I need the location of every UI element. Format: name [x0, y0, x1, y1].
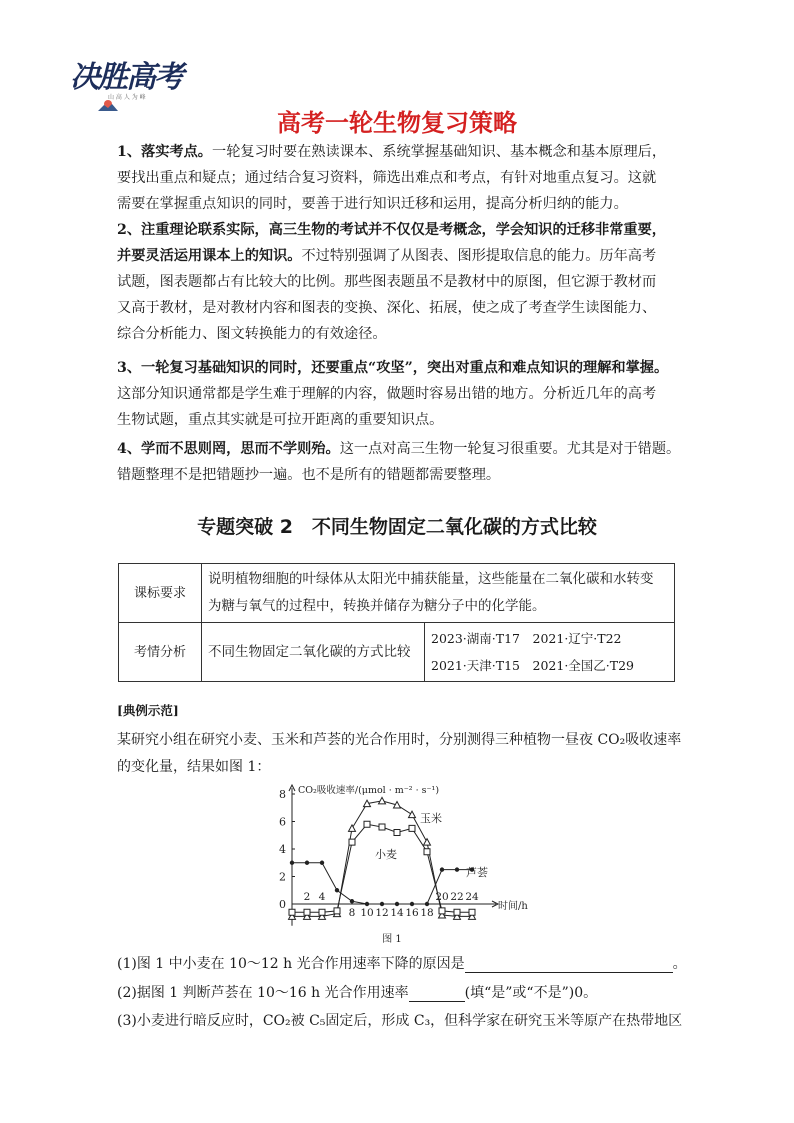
strategy-3-line-2: 生物试题，重点其实就是可拉开距离的重要知识点。 [117, 412, 444, 428]
info-table [118, 563, 675, 682]
strategy-2-lead: 2、注重理论联系实际，高三生物的考试并不仅仅是考概念，学会知识的迁移非常重要， [117, 222, 666, 238]
point-小麦 [289, 909, 295, 915]
table-row [119, 564, 675, 623]
strategy-3-line-1: 这部分知识通常都是学生难于理解的内容，做题时容易出错的地方。分析近几年的高考 [117, 386, 657, 402]
y-tick-label: 0 [279, 898, 286, 911]
point-芦荟 [410, 902, 414, 906]
point-芦荟 [350, 899, 354, 903]
point-芦荟 [455, 867, 459, 871]
point-小麦 [364, 821, 370, 827]
question-2-text: (2)据图 1 判断芦荟在 10～16 h 光合作用速率 [117, 985, 409, 1001]
y-tick-label: 8 [279, 788, 286, 801]
strategy-2-lead-2: 并要灵活运用课本上的知识。 [117, 248, 302, 264]
y-tick-label: 6 [279, 815, 286, 829]
curriculum-text [202, 564, 675, 623]
strategy-1-lead: 1、落实考点。 [117, 144, 212, 160]
point-小麦 [409, 825, 415, 831]
x-tick-label: 24 [465, 891, 479, 903]
strategy-3 [117, 355, 685, 433]
x-tick-label: 14 [390, 907, 404, 919]
strategy-1-line-2: 要找出重点和疑点；通过结合复习资料，筛选出难点和考点，有针对地重点复习。这就 [117, 170, 657, 186]
point-小麦 [469, 909, 475, 915]
point-小麦 [379, 824, 385, 830]
strategy-2-line-3: 又高于教材，是对教材内容和图表的变换、深化、拓展，使之成了考查学生读图能力、 [117, 300, 657, 316]
question-2-end: (填“是”或“不是”)0。 [464, 985, 598, 1001]
page-title: 高考一轮生物复习策略 [277, 109, 517, 137]
point-芦荟 [365, 902, 369, 906]
example-text-1: 某研究小组在研究小麦、玉米和芦荟的光合作用时，分别测得三种植物一昼夜 CO₂吸收速率 [117, 732, 682, 748]
x-tick-label: 20 [435, 891, 449, 903]
point-玉米 [424, 839, 431, 846]
x-tick-label: 10 [360, 907, 374, 919]
curriculum-line-1: 说明植物细胞的叶绿体从太阳光中捕获能量，这些能量在二氧化碳和水转变 [208, 571, 654, 587]
point-芦荟 [305, 861, 309, 865]
strategy-4-line-2: 错题整理不是把错题抄一遍。也不是所有的错题都需要整理。 [117, 467, 501, 483]
table-row [119, 623, 675, 682]
x-tick-label: 8 [348, 907, 356, 919]
x-tick-label: 12 [375, 907, 389, 919]
strategy-3-lead: 3、一轮复习基础知识的同时，还要重点“攻坚”，突出对重点和难点知识的理解和掌握。 [117, 360, 669, 376]
question-1-answer-blank[interactable] [465, 956, 673, 973]
point-小麦 [304, 909, 310, 915]
x-axis-label: 时间/h [498, 901, 528, 912]
strategy-1-line-3: 需要在掌握重点知识的同时，要善于进行知识迁移和运用，提高分析归纳的能力。 [117, 196, 628, 212]
chart-caption: 图 1 [382, 934, 402, 945]
x-tick-label: 18 [420, 907, 434, 919]
label-curriculum: 课标要求 [119, 564, 202, 623]
strategy-4 [117, 436, 685, 488]
x-tick-label: 22 [450, 891, 464, 903]
strategy-4-line-1: 这一点对高三生物一轮复习很重要。尤其是对于错题。 [339, 441, 681, 457]
strategy-1 [117, 139, 685, 217]
point-小麦 [334, 908, 340, 914]
series-label-玉米: 玉米 [420, 812, 442, 825]
x-tick-label: 4 [318, 891, 326, 903]
strategy-4-lead: 4、学而不思则罔，思而不学则殆。 [117, 441, 340, 457]
example-text-2: 的变化量，结果如图 1： [117, 759, 271, 775]
point-小麦 [424, 849, 430, 855]
point-小麦 [454, 909, 460, 915]
question-1-text: (1)图 1 中小麦在 10～12 h 光合作用速率下降的原因是 [117, 956, 465, 972]
point-芦荟 [335, 888, 339, 892]
y-tick-label: 4 [279, 843, 286, 856]
strategy-2-line-4: 综合分析能力、图文转换能力的有效途径。 [117, 326, 387, 342]
y-tick-label: 2 [279, 870, 286, 884]
point-芦荟 [395, 902, 399, 906]
question-1-end: 。 [672, 956, 687, 972]
y-axis-label: CO₂吸收速率/(μmol · m⁻² · s⁻¹) [298, 785, 440, 796]
section-title: 专题突破 2 不同生物固定二氧化碳的方式比较 [197, 516, 597, 538]
question-3: (3)小麦进行暗反应时，CO₂被 C₅固定后，形成 C₃，但科学家在研究玉米等原产在热带地区 [117, 1013, 683, 1029]
point-玉米 [379, 797, 386, 804]
point-小麦 [319, 909, 325, 915]
point-玉米 [349, 825, 356, 832]
point-玉米 [409, 811, 416, 818]
strategy-1-line-1: 一轮复习时要在熟读课本、系统掌握基础知识、基本概念和基本原理后， [212, 144, 667, 160]
source-line-1: 2023·湖南·T17 2021·辽宁·T22 [431, 631, 622, 646]
point-小麦 [394, 830, 400, 836]
point-芦荟 [425, 902, 429, 906]
series-label-小麦: 小麦 [375, 848, 397, 861]
x-tick-label: 2 [303, 891, 311, 903]
analysis-topic: 不同生物固定二氧化碳的方式比较 [202, 623, 425, 682]
point-芦荟 [380, 902, 384, 906]
point-小麦 [349, 839, 355, 845]
strategy-2-line-2: 试题，图表题都占有比较大的比例。那些图表题虽不是教材中的原图，但它源于教材而 [117, 274, 657, 290]
series-label-芦荟: 芦荟 [466, 866, 488, 879]
strategy-2 [117, 217, 685, 347]
curriculum-line-2: 为糖与氧气的过程中，转换并储存为糖分子中的化学能。 [208, 598, 546, 614]
strategy-2-line-1: 不过特别强调了从图表、图形提取信息的能力。历年高考 [301, 248, 657, 264]
source-line-2: 2021·天津·T15 2021·全国乙·T29 [431, 658, 635, 673]
x-tick-label: 16 [405, 907, 419, 919]
point-芦荟 [440, 867, 444, 871]
question-2 [117, 982, 597, 1002]
label-analysis: 考情分析 [119, 623, 202, 682]
logo-text: 决胜高考 [70, 60, 182, 95]
logo-subtitle: 山 高 人 为 峰 [108, 94, 146, 101]
example-label: [典例示范] [117, 703, 179, 718]
point-芦荟 [290, 861, 294, 865]
analysis-sources [425, 623, 675, 682]
point-小麦 [439, 908, 445, 914]
point-芦荟 [320, 861, 324, 865]
question-1 [117, 953, 687, 973]
co2-chart [270, 780, 530, 950]
question-2-answer-blank[interactable] [409, 985, 465, 1002]
